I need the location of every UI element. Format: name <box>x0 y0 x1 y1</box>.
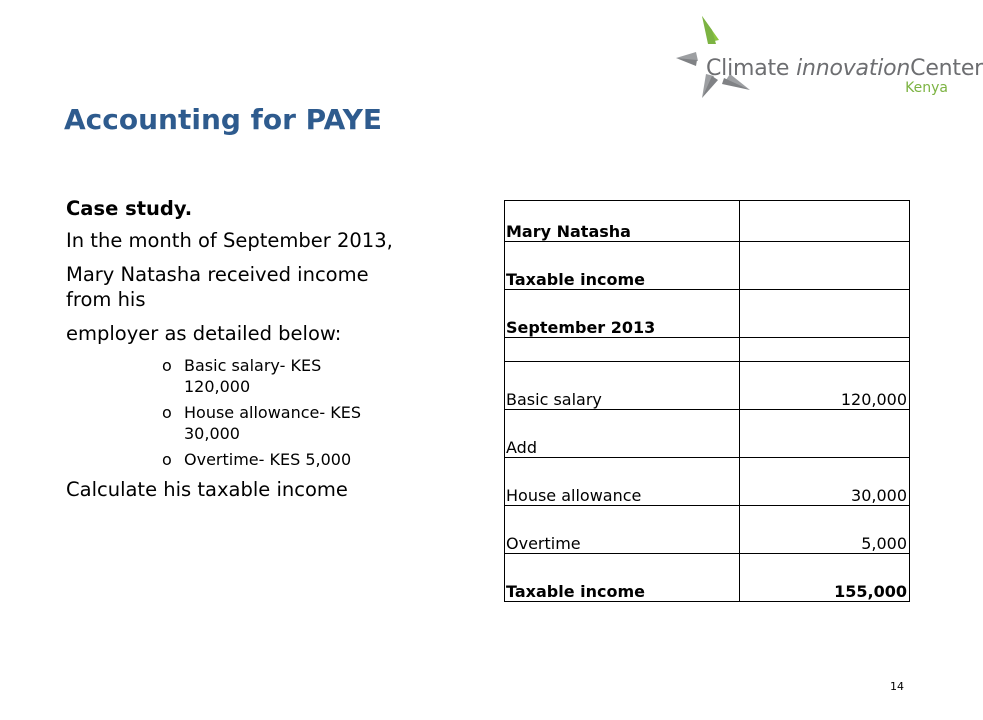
row-value <box>740 242 910 290</box>
intro-line: Mary Natasha received income from his <box>66 263 369 311</box>
row-label: Taxable income <box>505 554 740 602</box>
intro-line: In the month of September 2013, <box>66 229 393 252</box>
row-label: Overtime <box>505 506 740 554</box>
row-value <box>740 410 910 458</box>
table-row <box>505 506 910 554</box>
row-label: Taxable income <box>505 242 740 290</box>
row-label <box>505 338 740 362</box>
case-study-heading: Case study. <box>66 197 193 220</box>
table-row <box>505 554 910 602</box>
row-value: 5,000 <box>740 506 910 554</box>
income-bullet-list <box>66 355 416 470</box>
row-label: Mary Natasha <box>505 201 740 242</box>
bullet-text: House allowance- KES 30,000 <box>184 403 361 443</box>
row-value <box>740 338 910 362</box>
bullet-item <box>162 402 380 444</box>
page-number: 14 <box>890 680 904 693</box>
taxable-income-table <box>504 200 910 602</box>
table-row <box>505 362 910 410</box>
logo-word-kenya: Kenya <box>905 80 948 96</box>
row-label: Basic salary <box>505 362 740 410</box>
bullet-marker-icon: o <box>162 403 172 422</box>
row-value: 30,000 <box>740 458 910 506</box>
table-row <box>505 201 910 242</box>
bullet-text: Overtime- KES 5,000 <box>184 450 352 469</box>
table-row <box>505 290 910 338</box>
table-row <box>505 410 910 458</box>
slide-title: Accounting for PAYE <box>64 103 382 136</box>
table-row <box>505 338 910 362</box>
logo-word-climate: Climate <box>706 56 790 81</box>
logo-word-innovation: innovation <box>796 56 911 81</box>
bullet-text: Basic salary- KES 120,000 <box>184 356 322 396</box>
logo-wordmark <box>706 56 983 81</box>
logo-word-center: Center <box>910 56 983 81</box>
bullet-marker-icon: o <box>162 450 172 469</box>
row-value <box>740 201 910 242</box>
bullet-item <box>162 449 380 470</box>
case-study-text <box>66 196 416 511</box>
row-label: House allowance <box>505 458 740 506</box>
row-label: Add <box>505 410 740 458</box>
climate-innovation-center-logo <box>672 14 983 106</box>
bullet-marker-icon: o <box>162 356 172 375</box>
row-value: 155,000 <box>740 554 910 602</box>
row-label: September 2013 <box>505 290 740 338</box>
table-row <box>505 242 910 290</box>
intro-line: employer as detailed below: <box>66 322 342 345</box>
row-value <box>740 290 910 338</box>
bullet-item <box>162 355 380 397</box>
row-value: 120,000 <box>740 362 910 410</box>
table-row <box>505 458 910 506</box>
closing-instruction: Calculate his taxable income <box>66 478 348 501</box>
